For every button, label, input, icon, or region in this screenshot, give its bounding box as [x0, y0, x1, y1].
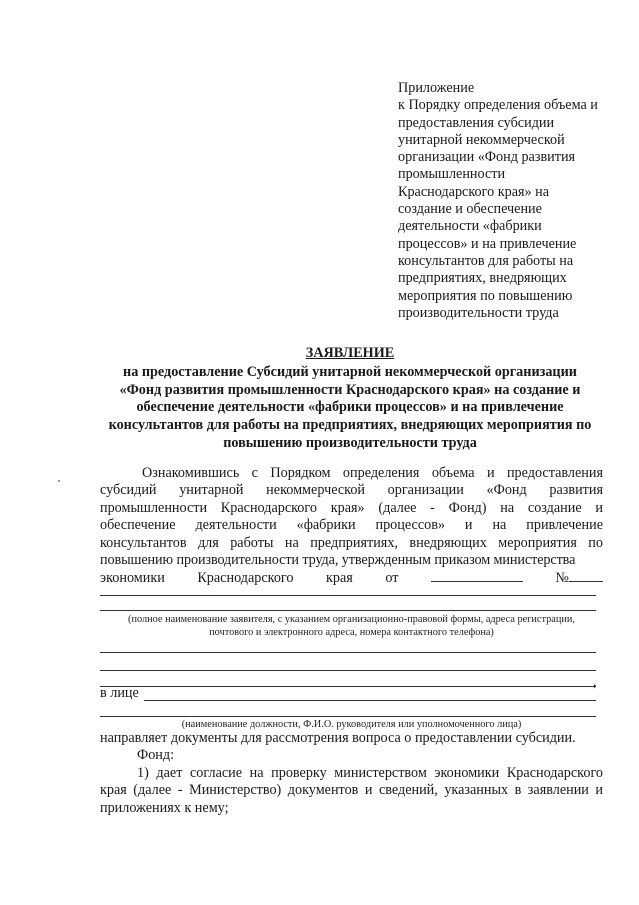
- heading-line: повышению производительности труда: [223, 434, 477, 451]
- representative-line[interactable]: [100, 716, 596, 717]
- intro-word: экономики: [100, 570, 165, 587]
- document-title: ЗАЯВЛЕНИЕ: [305, 345, 395, 361]
- intro-date-line: [100, 569, 603, 587]
- appendix-note: [398, 80, 613, 322]
- intro-line: субсидий унитарной некоммерческой организации «Фонд развития: [100, 482, 603, 499]
- heading-line: «Фонд развития промышленности Краснодарского края» на создание и: [119, 381, 581, 398]
- appendix-line: организации «Фонд развития: [398, 149, 576, 166]
- appendix-line: Краснодарского края» на: [398, 183, 550, 200]
- intro-line: промышленности Краснодарского края» (далее - Фонд) на создание и: [100, 499, 603, 516]
- document-heading: [90, 345, 610, 453]
- applicant-name-line[interactable]: [100, 610, 596, 611]
- intro-line: Ознакомившись с Порядком определения объема и предоставления: [142, 465, 603, 481]
- caption-line: (наименование должности, Ф.И.О. руководителя или уполномоченного лица): [181, 719, 522, 730]
- sends-line: направляет документы для рассмотрения вопроса о предоставлении субсидии.: [100, 730, 576, 746]
- caption-line: почтового и электронного адреса, номера контактного телефона): [209, 627, 494, 638]
- appendix-line: Приложение: [398, 80, 475, 96]
- intro-line: консультантов для работы на предприятиях, внедряющих мероприятия по: [100, 534, 603, 551]
- appendix-line: деятельности «фабрики: [398, 218, 542, 235]
- item1-line: края (далее - Министерство) документов и сведений, указанных в заявлении и: [100, 782, 603, 799]
- appendix-line: к Порядку определения объема и: [398, 97, 598, 114]
- intro-word: от: [385, 570, 399, 587]
- number-sign: №: [555, 570, 569, 587]
- item1-line: приложениях к нему;: [100, 799, 229, 816]
- appendix-line: процессов» и на привлечение: [398, 235, 577, 252]
- appendix-line: предоставления субсидии: [398, 114, 555, 131]
- caption-line: (полное наименование заявителя, с указанием организационно-правовой формы, адреса регистрации,: [128, 614, 575, 625]
- applicant-details-line[interactable]: [100, 670, 596, 671]
- applicant-name-line[interactable]: [100, 595, 596, 596]
- sends-documents-text: [100, 730, 603, 817]
- appendix-line: консультантов для работы на: [398, 252, 574, 269]
- trailing-comma: ,: [593, 674, 597, 690]
- fund-label: Фонд:: [137, 747, 175, 764]
- item1-line: 1) дает согласие на проверку министерством экономики Краснодарского: [137, 764, 603, 781]
- represented-by-label: в лице: [100, 685, 139, 701]
- order-number-group: [555, 569, 603, 587]
- appendix-line: предприятиях, внедряющих: [398, 270, 567, 287]
- applicant-caption: [100, 613, 603, 639]
- intro-line: повышению производительности труда, утвержденным приказом министерства: [100, 552, 576, 569]
- appendix-line: создание и обеспечение: [398, 201, 542, 218]
- appendix-line: производительности труда: [398, 304, 559, 321]
- intro-paragraph: [100, 465, 603, 588]
- scan-speck: [58, 480, 60, 482]
- order-number-field[interactable]: [569, 569, 603, 582]
- applicant-details-line[interactable]: [100, 652, 596, 653]
- appendix-line: унитарной некоммерческой: [398, 131, 565, 148]
- appendix-line: мероприятия по повышению: [398, 287, 573, 304]
- appendix-line: промышленности: [398, 166, 506, 183]
- heading-line: консультантов для работы на предприятиях, внедряющих мероприятия по: [108, 417, 592, 434]
- heading-line: на предоставление Субсидий унитарной некоммерческой организации: [123, 363, 577, 380]
- intro-word: края: [326, 570, 353, 587]
- intro-line: обеспечение деятельности «фабрики процессов» и на привлечение: [100, 517, 603, 534]
- order-date-field[interactable]: [431, 569, 523, 582]
- representative-line[interactable]: [144, 700, 596, 701]
- heading-line: обеспечение деятельности «фабрики процессов» и на привлечение: [136, 399, 564, 416]
- intro-word: Краснодарского: [197, 570, 294, 587]
